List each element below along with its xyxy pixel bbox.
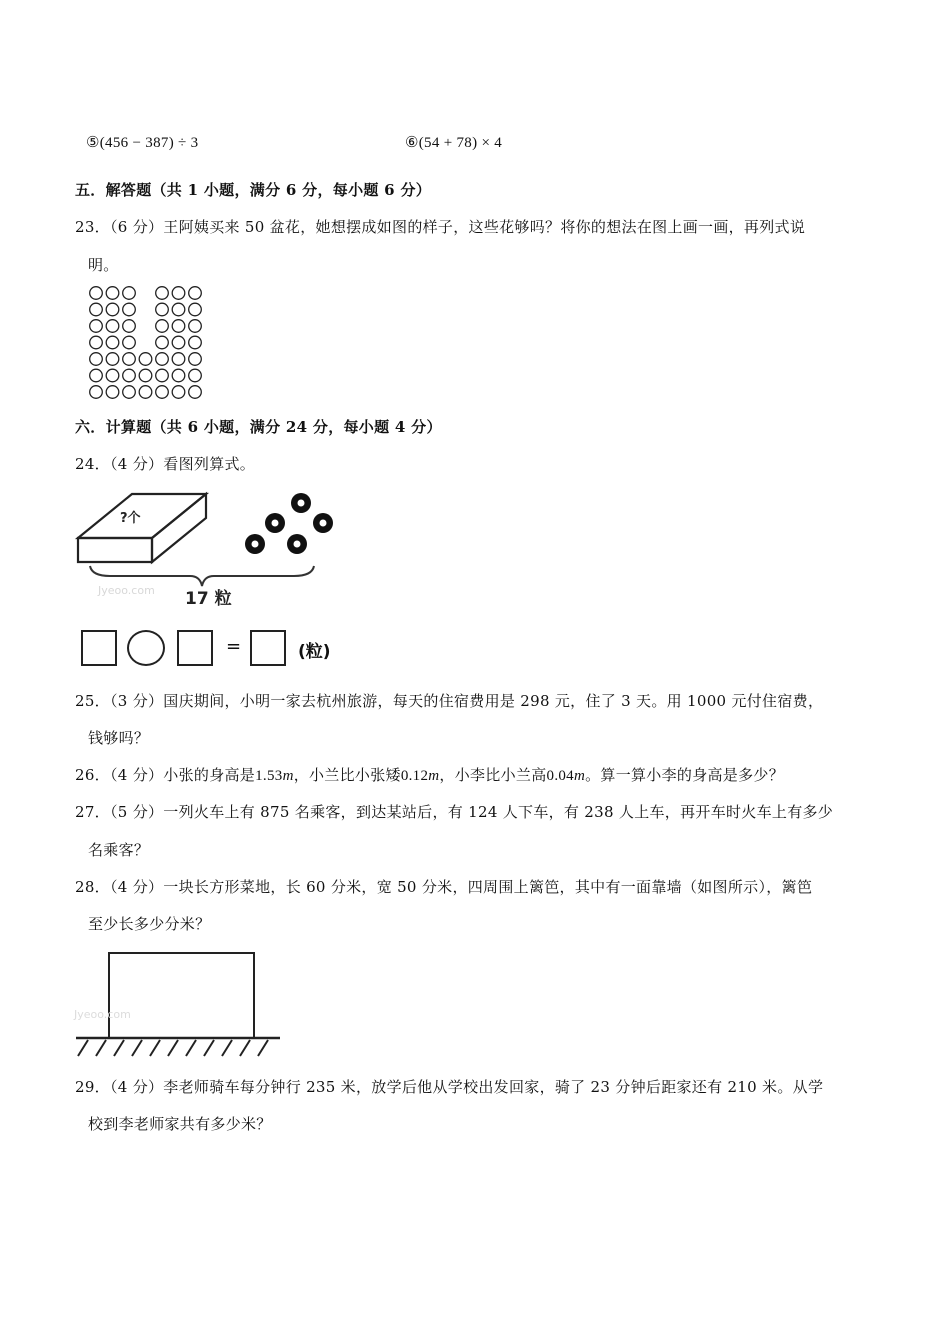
total-label: 17 粒 xyxy=(185,589,232,609)
flower-pot xyxy=(139,369,152,382)
flower-pot xyxy=(156,353,169,366)
question-27-line2: 名乘客？ xyxy=(88,841,150,859)
flower-pot xyxy=(156,287,169,300)
flower-pot xyxy=(172,386,185,399)
flower-pot xyxy=(172,303,185,316)
flower-pot xyxy=(139,386,152,399)
flower-pot xyxy=(90,353,103,366)
total-brace xyxy=(90,566,314,586)
flower-pot xyxy=(106,386,119,399)
flower-pot xyxy=(189,336,202,349)
flower-pot xyxy=(189,369,202,382)
answer-box-3[interactable] xyxy=(250,630,286,666)
question-26 xyxy=(75,764,784,785)
watermark: Jyeoo.com xyxy=(98,584,155,597)
flower-pot xyxy=(90,369,103,382)
flower-pot xyxy=(156,369,169,382)
question-25-line1: 25．（3 分）国庆期间，小明一家去杭州旅游，每天的住宿费用是 298 元，住了 3 天。用 1000 元付住宿费， xyxy=(75,692,824,710)
answer-box-2[interactable] xyxy=(177,630,213,666)
beads-group xyxy=(245,493,333,554)
q26-unit3: m xyxy=(573,768,586,784)
flower-pot xyxy=(123,303,136,316)
q26-unit1: m xyxy=(282,768,294,784)
equals-sign: = xyxy=(226,636,242,657)
question-28-line2: 至少长多少分米？ xyxy=(88,915,211,933)
flower-pot xyxy=(123,353,136,366)
question-29-line2: 校到李老师家共有多少米？ xyxy=(88,1115,272,1133)
expression-5-marker: ⑤ xyxy=(86,133,100,151)
flower-pot xyxy=(123,287,136,300)
flower-pot xyxy=(156,320,169,333)
flower-pot xyxy=(156,303,169,316)
q26-value3: 0.04 xyxy=(546,768,574,784)
expression-6 xyxy=(405,133,502,152)
box-label: ?个 xyxy=(120,511,141,526)
flower-pot xyxy=(172,320,185,333)
question-24-text: 24．（4 分）看图列算式。 xyxy=(75,455,256,473)
garden-wall-figure xyxy=(74,950,284,1060)
flower-pot xyxy=(106,369,119,382)
operator-circle[interactable] xyxy=(127,630,165,666)
unit-label: (粒) xyxy=(298,642,331,662)
flower-pot xyxy=(189,287,202,300)
beads-box-figure xyxy=(70,488,350,613)
flower-pot xyxy=(189,303,202,316)
expression-6-text: (54 + 78) × 4 xyxy=(418,135,503,151)
q26-mid1: ，小兰比小张矮 xyxy=(293,766,401,784)
question-27-line1: 27．（5 分）一列火车上有 875 名乘客，到达某站后，有 124 人下车，有 238 人上车，再开车时火车上有多少 xyxy=(75,803,834,821)
flower-pot xyxy=(90,386,103,399)
flower-pot xyxy=(90,320,103,333)
q26-mid2: ，小李比小兰高 xyxy=(439,766,547,784)
flower-pot xyxy=(106,287,119,300)
flower-pot xyxy=(156,336,169,349)
flower-pot xyxy=(172,353,185,366)
question-23-line2: 明。 xyxy=(88,256,119,274)
flower-pot xyxy=(90,336,103,349)
watermark: Jyeoo.com xyxy=(74,1008,131,1021)
flower-pot xyxy=(189,320,202,333)
flower-pot xyxy=(106,353,119,366)
q26-unit2: m xyxy=(428,768,440,784)
expression-5 xyxy=(86,133,198,152)
flower-pot xyxy=(189,386,202,399)
q26-value1: 1.53 xyxy=(255,768,283,784)
answer-box-1[interactable] xyxy=(81,630,117,666)
box-shape xyxy=(78,494,206,562)
section-6-title: 六．计算题（共 6 小题，满分 24 分，每小题 4 分） xyxy=(75,418,442,436)
flower-pot xyxy=(123,336,136,349)
flower-pot xyxy=(189,353,202,366)
flower-pots-figure xyxy=(88,284,218,404)
flower-pot xyxy=(123,386,136,399)
q26-prefix: 26．（4 分）小张的身高是 xyxy=(75,766,256,784)
q26-suffix: 。算一算小李的身高是多少？ xyxy=(585,766,785,784)
flower-pot xyxy=(172,336,185,349)
q26-value2: 0.12 xyxy=(400,768,429,784)
wall-hatching xyxy=(78,1040,268,1056)
question-23-line1: 23．（6 分）王阿姨买来 50 盆花，她想摆成如图的样子，这些花够吗？将你的想法在图上画一画，再列式说 xyxy=(75,218,806,236)
question-29-line1: 29．（4 分）李老师骑车每分钟行 235 米，放学后他从学校出发回家，骑了 23 分钟后距家还有 210 米。从学 xyxy=(75,1078,824,1096)
flower-pot xyxy=(106,303,119,316)
expression-6-marker: ⑥ xyxy=(405,133,419,151)
expression-5-text: (456 − 387) ÷ 3 xyxy=(99,135,199,151)
question-28-line1: 28．（4 分）一块长方形菜地，长 60 分米，宽 50 分米，四周围上篱笆，其中有一面靠墙（如图所示），篱笆 xyxy=(75,878,813,896)
flower-pot xyxy=(90,303,103,316)
flower-pot xyxy=(123,320,136,333)
flower-pot xyxy=(156,386,169,399)
flower-pot xyxy=(90,287,103,300)
flower-pot xyxy=(106,320,119,333)
flower-pot xyxy=(123,369,136,382)
flower-pot xyxy=(172,287,185,300)
flower-pot xyxy=(139,353,152,366)
question-25-line2: 钱够吗？ xyxy=(88,729,150,747)
section-5-title: 五．解答题（共 1 小题，满分 6 分，每小题 6 分） xyxy=(75,181,432,199)
flower-pot xyxy=(106,336,119,349)
flower-pot xyxy=(172,369,185,382)
garden-rectangle xyxy=(109,953,254,1038)
